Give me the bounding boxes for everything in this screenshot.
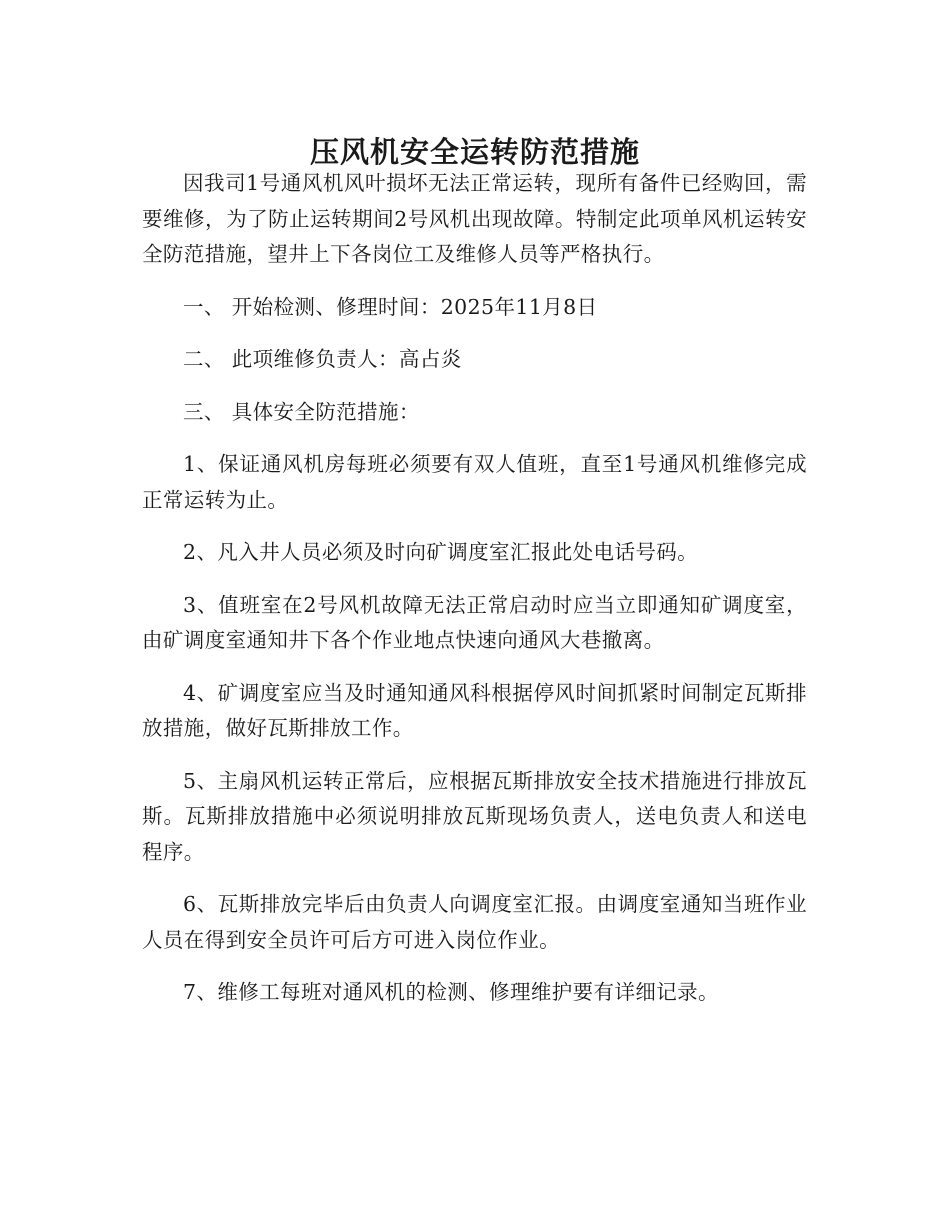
measure-item-5: 5、主扇风机运转正常后，应根据瓦斯排放安全技术措施进行排放瓦斯。瓦斯排放措施中必须说明排放瓦斯现场负责人，送电负责人和送电程序。 (142, 768, 807, 864)
measure-item-1: 1、保证通风机房每班必须要有双人值班，直至1号通风机维修完成正常运转为止。 (142, 452, 807, 512)
section-responsible-person: 二、 此项维修负责人：高占炎 (183, 347, 462, 371)
section-start-time: 一、 开始检测、修理时间：2025年11月8日 (183, 294, 598, 319)
section-measures-heading: 三、 具体安全防范措施： (183, 399, 420, 424)
measure-item-4: 4、矿调度室应当及时通知通风科根据停风时间抓紧时间制定瓦斯排放措施，做好瓦斯排放工作。 (142, 680, 807, 740)
document-body (142, 166, 807, 1011)
measure-item-3: 3、值班室在2号风机故障无法正常启动时应当立即通知矿调度室，由矿调度室通知井下各个作业地点快速向通风大巷撤离。 (142, 592, 807, 652)
intro-paragraph: 因我司1号通风机风叶损坏无法正常运转，现所有备件已经购回，需要维修，为了防止运转期间2号风机出现故障。特制定此项单风机运转安全防范措施，望井上下各岗位工及维修人员等严格执行。 (142, 171, 807, 266)
document-title: 压风机安全运转防范措施 (309, 135, 640, 170)
measure-item-2: 2、凡入井人员必须及时向矿调度室汇报此处电话号码。 (183, 540, 699, 564)
measure-item-7: 7、维修工每班对通风机的检测、修理维护要有详细记录。 (183, 980, 719, 1004)
measure-item-6: 6、瓦斯排放完毕后由负责人向调度室汇报。由调度室通知当班作业人员在得到安全员许可后方可进入岗位作业。 (142, 892, 807, 952)
